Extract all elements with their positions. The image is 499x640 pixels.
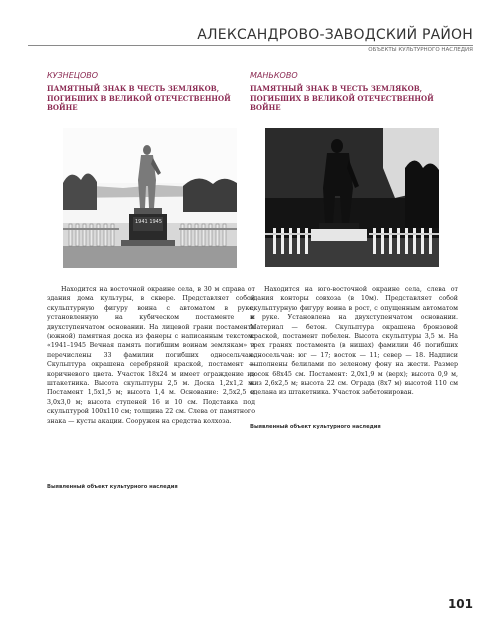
left-heritage-status: Выявленный объект культурного наследия: [47, 484, 178, 490]
right-monument-title: ПАМЯТНЫЙ ЗНАК В ЧЕСТЬ ЗЕМЛЯКОВ, ПОГИБШИХ В ВЕЛИКОЙ ОТЕЧЕСТВЕННОЙ ВОЙНЕ: [250, 84, 434, 112]
left-location: КУЗНЕЦОВО: [47, 71, 99, 80]
section-subtitle: ОБЪЕКТЫ КУЛЬТУРНОГО НАСЛЕДИЯ: [368, 47, 473, 53]
left-description: Находится на восточной окраине села, в 30 м справа от здания дома культуры, в сквере. Представляет собой скульптурную фигуру воина с автоматом в руке, установленную на кубическом постаменте и двухступенчатом основании. На лицевой грани постамента (южной) памятная доска из фанеры с написанным текстом: «1941–1945 Вечная память погибшим воинам землякам» и перечислены 33 фамилии погибших односельчан. Скульптура окрашена серебряной краской, постамент — коричневого цвета. Участок 18х24 м имеет ограждение из штакетника. Высота скульптуры 2,5 м. Доска 1,2х1,2 м. Постамент 1,5х1,5 м; высота 1,4 м. Основание: 2,5х2,5 и 3,0х3,0 м; высота ступеней 16 и 10 см. Подставка под скульптурой 100х110 см; толщина 22 см. Слева от памятного знака — кусты акации. Сооружен на средства колхоза.: [47, 286, 255, 425]
left-entry-heading: [47, 70, 255, 113]
right-heritage-status: Выявленный объект культурного наследия: [250, 424, 381, 430]
page-number: 101: [447, 597, 473, 611]
right-monument-photo: [265, 128, 439, 267]
photo-plaque-text: 1941 1945: [135, 219, 163, 225]
right-location: МАНЬКОВО: [250, 71, 298, 80]
left-monument-photo: [63, 128, 237, 268]
left-monument-title: ПАМЯТНЫЙ ЗНАК В ЧЕСТЬ ЗЕМЛЯКОВ, ПОГИБШИХ В ВЕЛИКОЙ ОТЕЧЕСТВЕННОЙ ВОЙНЕ: [47, 84, 231, 112]
right-description: Находится на юго-восточной окраине села, слева от здания конторы совхоза (в 10м). Представляет собой скульптурную фигуру воина в рост, с опущенным автоматом в руке. Установлена на двухступенчатом основании. Материал — бетон. Скульптура окрашена бронзовой краской, постамент побелен. Высота скульптуры 3,5 м. На трех гранях постамента (в нишах) фамилии 46 погибших односельчан: юг — 17; восток — 11; север — 18. Надписи выполнены белилами по зеленому фону на жести. Размер досок 68х45 см. Постамент: 2,0х1,9 м (верх); высота 0,9 м, низ 2,6х2,5 м; высота 22 см. Ограда (8х7 м) высотой 110 см сделана из штакетника. Участок забетонирован.: [250, 286, 458, 397]
header-divider: [28, 45, 473, 46]
right-entry-heading: [250, 70, 458, 113]
section-title: АЛЕКСАНДРОВО-ЗАВОДСКИЙ РАЙОН: [197, 27, 473, 43]
